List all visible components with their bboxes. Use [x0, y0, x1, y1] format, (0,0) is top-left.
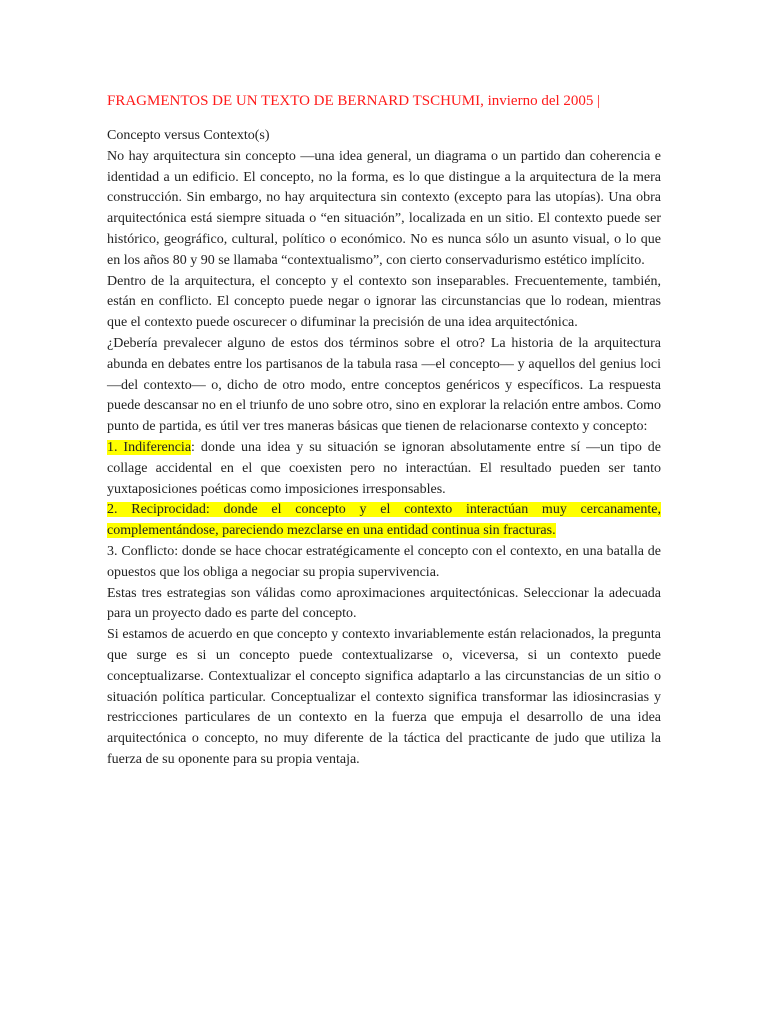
paragraph-1: No hay arquitectura sin concepto —una idea general, un diagrama o un partido dan coherencia e identidad a un edificio. El concepto, no la forma, es lo que distingue a la arquitectura de la mera construcción. Sin embargo, no hay arquitectura sin contexto (excepto para las utopías). Una obra arquitectónica está siempre situada o “en situación”, localizada en un sitio. El contexto puede ser histórico, geográfico, cultural, político o económico. No es nunca sólo un asunto visual, o lo que en los años 80 y 90 se llamaba “contextualismo”, con cierto conservadurismo estético implícito.: [107, 148, 661, 268]
section-heading: Concepto versus Contexto(s): [107, 128, 270, 143]
document-body: [107, 126, 661, 771]
paragraph-3: ¿Debería prevalecer alguno de estos dos términos sobre el otro? La historia de la arquitectura abunda en debates entre los partisanos de la tabula rasa —el concepto— y aquellos del genius loci —del contexto— o, dicho de otro modo, entre conceptos genéricos y específicos. La respuesta puede descansar no en el triunfo de uno sobre otro, sino en explorar la relación entre ambos. Como punto de partida, es útil ver tres maneras básicas que tienen de relacionarse contexto y concepto:: [107, 335, 661, 435]
highlighted-label: 1. Indiferencia: [107, 439, 192, 455]
paragraph-2: Dentro de la arquitectura, el concepto y el contexto son inseparables. Frecuentemente, también, están en conflicto. El concepto puede negar o ignorar las circunstancias que lo rodean, mientras que el contexto puede oscurecer o difuminar la precisión de una idea arquitectónica.: [107, 273, 661, 331]
document-title: FRAGMENTOS DE UN TEXTO DE BERNARD TSCHUMI, invierno del 2005 |: [107, 93, 601, 109]
list-item-reciprocidad: [107, 500, 661, 542]
list-item-text: : donde una idea y su situación se ignoran absolutamente entre sí —un tipo de collage accidental en el que coexisten pero no interactúan. El resultado pueden ser tanto yuxtaposiciones poéticas como imposiciones irresponsables.: [107, 439, 661, 497]
list-item-indiferencia: [107, 438, 661, 500]
paragraph-5: Si estamos de acuerdo en que concepto y contexto invariablemente están relacionados, la pregunta que surge es si un concepto puede contextualizarse o, viceversa, si un contexto puede conceptualizarse. Contextualizar el concepto significa adaptarlo a las circunstancias de un sitio o situación política particular. Conceptualizar el contexto significa transformar las idiosincrasias y restricciones particulares de un contexto en la fuerza que empuja el desarrollo de una idea arquitectónica o concepto, no muy diferente de la táctica del practicante de judo que utiliza la fuerza de su oponente para su propia ventaja.: [107, 627, 661, 767]
list-item-conflicto: 3. Conflicto: donde se hace chocar estratégicamente el concepto con el contexto, en una batalla de opuestos que los obliga a negociar su propia supervivencia.: [107, 543, 661, 580]
highlighted-text: 2. Reciprocidad: donde el concepto y el contexto interactúan muy cercanamente, complementándose, pareciendo mezclarse en una entidad continua sin fracturas.: [107, 502, 661, 539]
paragraph-4: Estas tres estrategias son válidas como aproximaciones arquitectónicas. Seleccionar la adecuada para un proyecto dado es parte del concepto.: [107, 585, 661, 622]
